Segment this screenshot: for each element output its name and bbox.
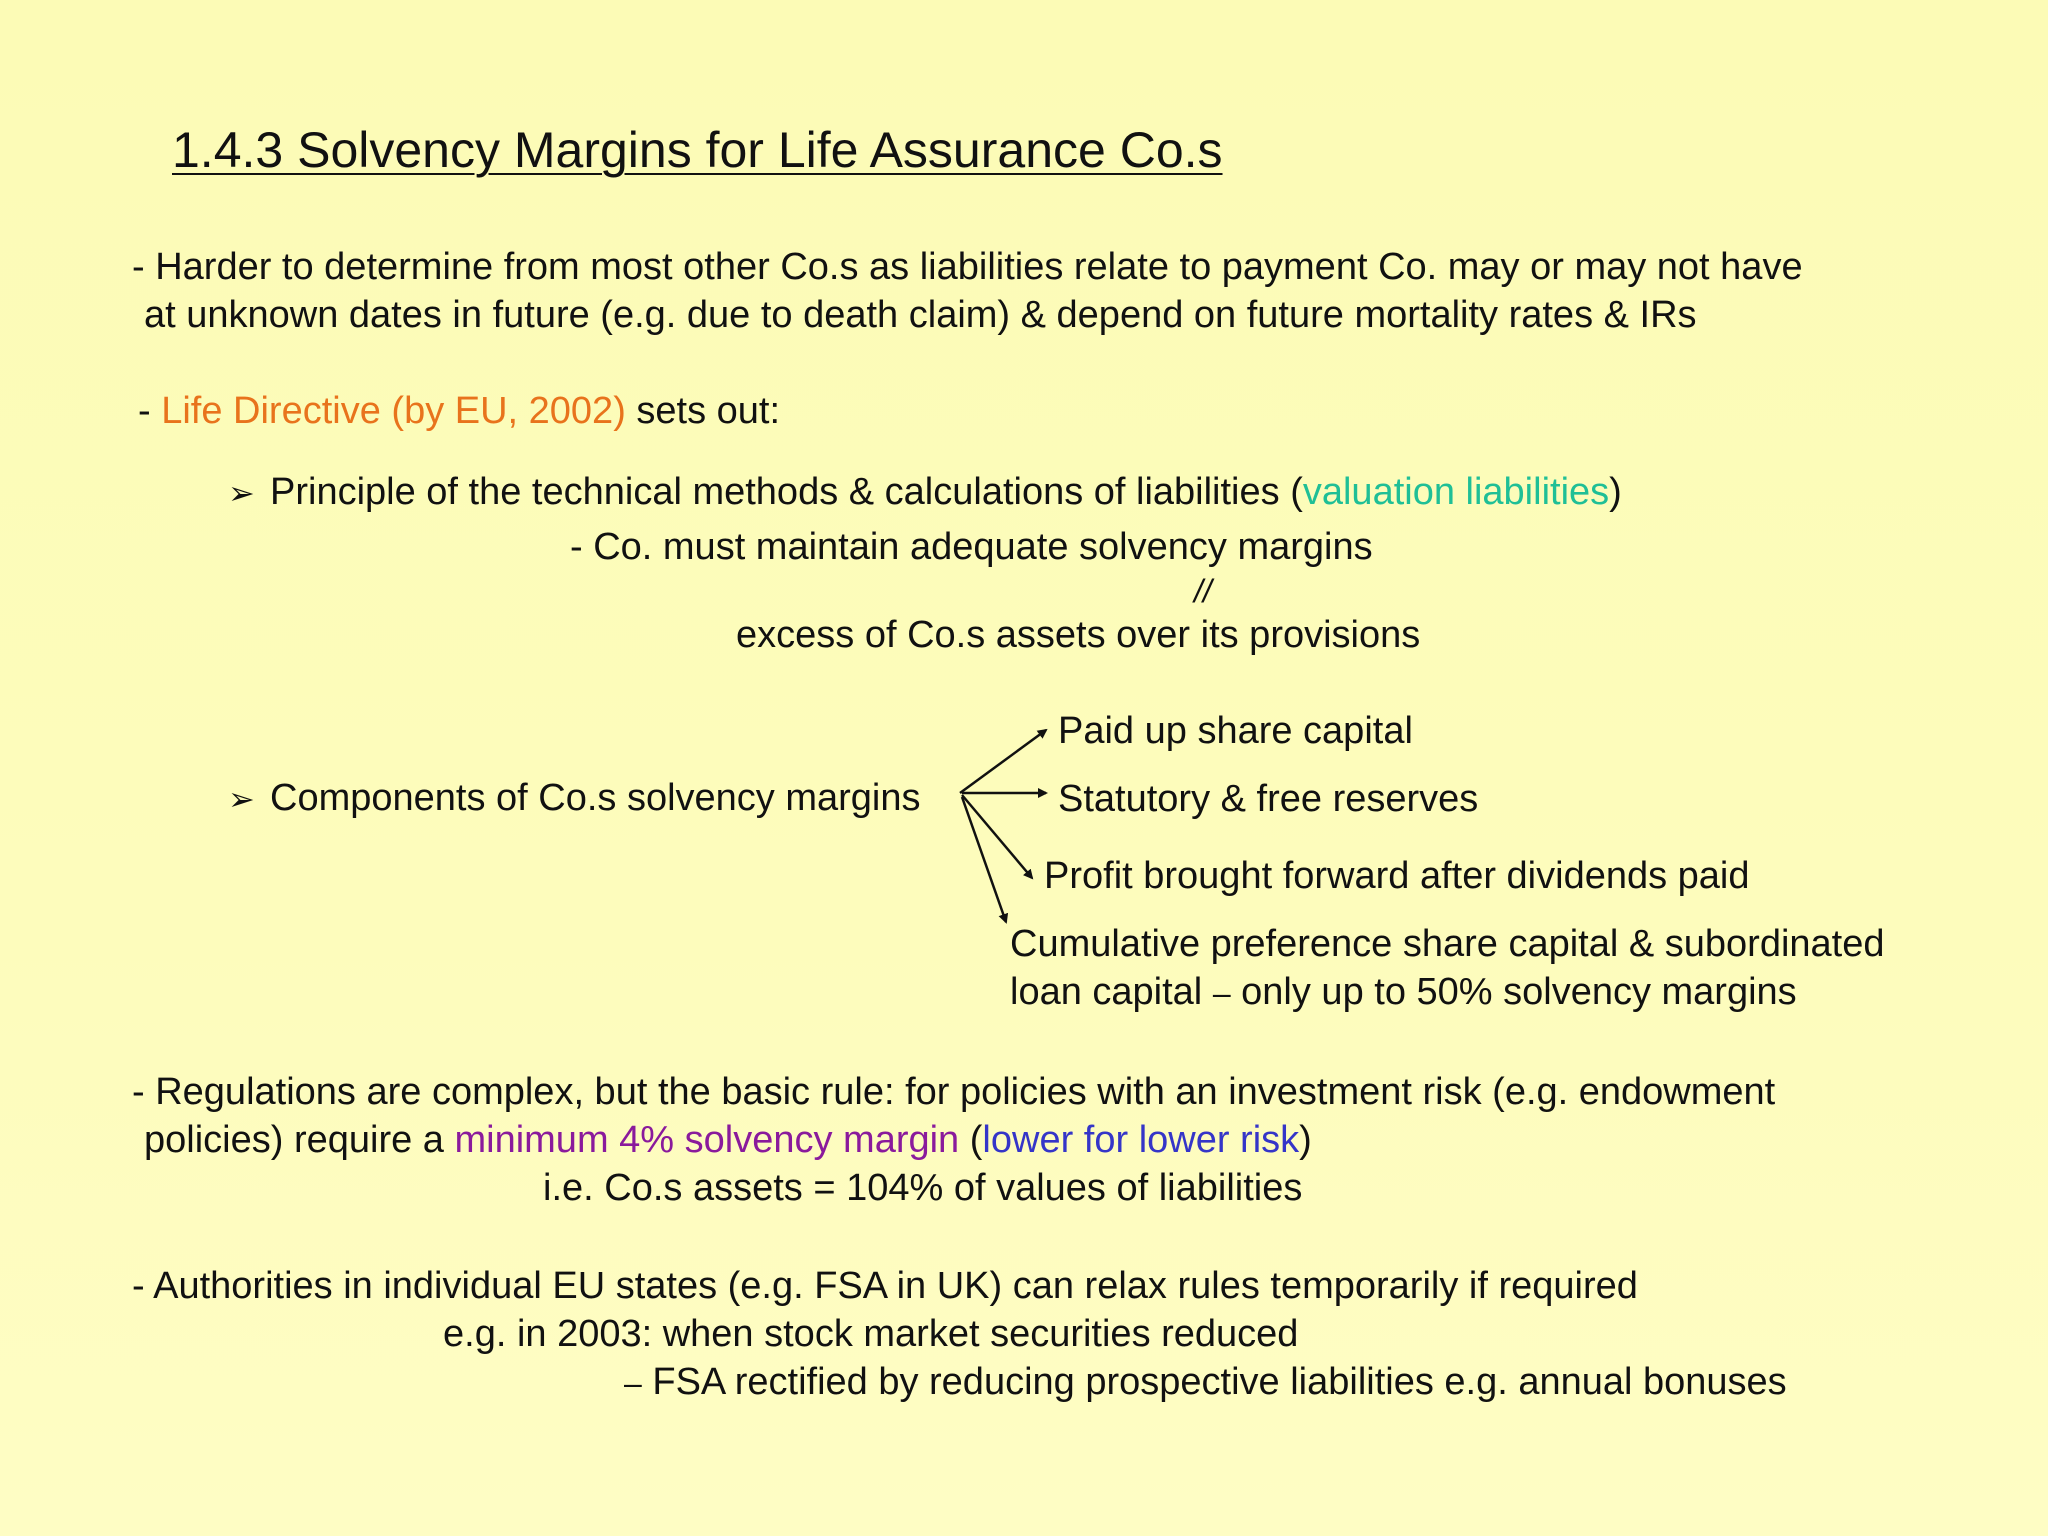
- sub-excess-assets: excess of Co.s assets over its provisions: [736, 614, 1421, 656]
- component-preference-line2: [1010, 968, 1797, 1017]
- life-directive-highlight: Life Directive (by EU, 2002): [161, 390, 626, 432]
- arrow-bullet-icon: ➢: [228, 475, 255, 511]
- paragraph-authorities-line2: e.g. in 2003: when stock market securities reduced: [443, 1313, 1299, 1355]
- arrow-to-profit: [962, 795, 1032, 878]
- sub-maintain-margins: - Co. must maintain adequate solvency margins: [570, 526, 1373, 568]
- text: sets out:: [625, 390, 781, 432]
- text: (: [959, 1119, 983, 1161]
- paragraph-harder-line1: [132, 243, 1803, 291]
- lower-risk-highlight: lower for lower risk: [982, 1119, 1300, 1161]
- component-profit: Profit brought forward after dividends paid: [1044, 855, 1750, 897]
- text: Harder to determine from most other Co.s as liabilities relate to payment Co. may or may not have: [155, 246, 1803, 288]
- valuation-liabilities-highlight: valuation liabilities: [1302, 471, 1610, 513]
- paragraph-harder-line2: at unknown dates in future (e.g. due to death claim) & depend on future mortality rates & IRs: [144, 294, 1697, 336]
- paragraph-life-directive: [138, 387, 780, 435]
- text: ): [1609, 471, 1622, 513]
- dash: -: [138, 390, 162, 432]
- bullet-principle: [228, 468, 1622, 517]
- paragraph-authorities-line1: [132, 1262, 1638, 1310]
- minimum-margin-highlight: minimum 4% solvency margin: [454, 1119, 960, 1161]
- dash: -: [132, 246, 156, 288]
- text: FSA rectified by reducing prospective liabilities e.g. annual bonuses: [641, 1361, 1787, 1403]
- paragraph-regulations-line2: [144, 1116, 1312, 1164]
- en-dash: –: [624, 1365, 642, 1401]
- paragraph-authorities-line3: [624, 1358, 1787, 1407]
- equals-mark: //: [1194, 573, 1212, 609]
- text: Components of Co.s solvency margins: [270, 777, 921, 819]
- text: policies) require a: [144, 1119, 455, 1161]
- component-share-capital: Paid up share capital: [1058, 710, 1413, 752]
- arrow-to-preference: [962, 797, 1006, 922]
- arrow-to-share-capital: [960, 730, 1046, 793]
- text: only up to 50% solvency margins: [1230, 971, 1797, 1013]
- text: Regulations are complex, but the basic rule: for policies with an investment risk (e.g. endowment: [155, 1071, 1776, 1113]
- dash: -: [132, 1071, 156, 1113]
- text: Principle of the technical methods & calculations of liabilities (: [270, 471, 1303, 513]
- en-dash: –: [1212, 975, 1231, 1011]
- dash: -: [132, 1265, 154, 1307]
- text: Authorities in individual EU states (e.g. FSA in UK) can relax rules temporarily if required: [153, 1265, 1638, 1307]
- slide-title: 1.4.3 Solvency Margins for Life Assurance Co.s: [172, 122, 1223, 178]
- arrow-bullet-icon: ➢: [228, 781, 255, 817]
- bullet-components: [228, 774, 921, 823]
- paragraph-regulations-line1: [132, 1068, 1775, 1116]
- component-reserves: Statutory & free reserves: [1058, 778, 1479, 820]
- text: ): [1299, 1119, 1312, 1161]
- text: loan capital: [1010, 971, 1213, 1013]
- paragraph-regulations-line3: i.e. Co.s assets = 104% of values of liabilities: [543, 1167, 1303, 1209]
- component-preference-line1: Cumulative preference share capital & subordinated: [1010, 923, 1885, 965]
